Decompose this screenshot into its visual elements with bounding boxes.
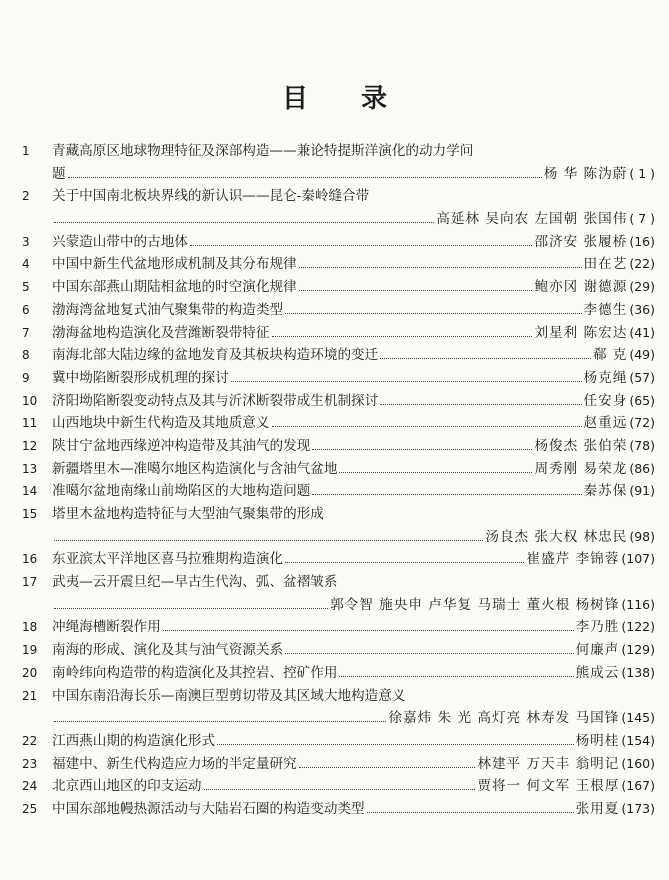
table-of-contents — [0, 140, 669, 821]
entry-authors: 杨俊杰 张伯荣 — [534, 437, 628, 454]
entry-title: 兴蒙造山带中的古地体 — [52, 233, 188, 250]
toc-entry[interactable] — [0, 185, 669, 208]
entry-authors: 鲍亦冈 谢德源 — [534, 279, 628, 296]
entry-authors: 刘星利 陈宏达 — [534, 324, 628, 341]
entry-title: 东亚滨太平洋地区喜马拉雅期构造演化 — [52, 551, 284, 568]
entry-line — [52, 299, 655, 322]
dot-leader — [339, 664, 573, 677]
entry-authors: 杨克绳 — [583, 369, 628, 386]
toc-entry-continuation — [0, 707, 669, 730]
entry-page: (145) — [621, 710, 655, 726]
toc-entry[interactable] — [0, 798, 669, 821]
dot-leader — [68, 164, 542, 177]
entry-line — [52, 753, 655, 776]
dot-leader — [285, 550, 524, 563]
toc-entry[interactable] — [0, 662, 669, 685]
entry-page: (57) — [629, 369, 655, 385]
entry-title: 南海的形成、演化及其与油气资源关系 — [52, 642, 284, 659]
entry-title: 青藏高原区地球物理特征及深部构造——兼论特提斯洋演化的动力学问 — [52, 143, 474, 159]
entry-title-continued: 题 — [52, 165, 66, 182]
toc-entry[interactable] — [0, 412, 669, 435]
dot-leader — [204, 777, 476, 790]
entry-title: 关于中国南北板块界线的新认识——昆仑-秦岭缝合带 — [52, 188, 370, 205]
entry-page: (173) — [621, 800, 655, 816]
entry-title: 中国东部地幔热源活动与大陆岩石圈的构造变动类型 — [52, 800, 365, 817]
entry-line — [52, 685, 655, 708]
entry-line — [52, 458, 655, 481]
entry-number: 12 — [22, 438, 38, 453]
dot-leader — [312, 482, 581, 495]
entry-title: 北京西山地区的印支运动 — [52, 778, 202, 795]
dot-leader — [299, 255, 582, 268]
entry-line — [52, 503, 655, 526]
entry-page: (129) — [621, 642, 655, 658]
entry-page: (122) — [621, 619, 655, 635]
entry-number: 8 — [22, 348, 30, 363]
entry-line — [52, 253, 655, 276]
toc-entry[interactable] — [0, 276, 669, 299]
entry-page: (22) — [629, 256, 655, 272]
entry-title: 中国东南沿海长乐—南澳巨型剪切带及其区域大地构造意义 — [52, 687, 406, 704]
entry-authors: 高延林 吴向农 左国朝 张国伟 — [436, 211, 628, 228]
entry-page: (78) — [629, 437, 655, 453]
entry-authors: 邵济安 张履桥 — [534, 233, 628, 250]
entry-page: (91) — [629, 483, 655, 499]
toc-entry[interactable] — [0, 367, 669, 390]
entry-page: (49) — [629, 347, 655, 363]
toc-entry[interactable] — [0, 753, 669, 776]
dot-leader — [380, 346, 591, 359]
entry-number: 23 — [22, 756, 38, 771]
entry-line — [52, 594, 655, 617]
entry-line — [52, 140, 655, 163]
entry-number: 1 — [22, 144, 30, 158]
dot-leader — [54, 210, 434, 223]
entry-line — [52, 322, 655, 345]
entry-title: 南海北部大陆边缘的盆地发育及其板块构造环境的变迁 — [52, 347, 379, 364]
entry-title: 冀中坳陷断裂形成机理的探讨 — [52, 369, 229, 386]
entry-authors: 赵重远 — [583, 415, 628, 432]
entry-line — [52, 798, 655, 821]
entry-authors: 李德生 — [583, 301, 628, 318]
entry-number: 6 — [22, 302, 30, 317]
entry-page: (36) — [629, 301, 655, 317]
entry-title: 山西地块中新生代构造及其地质意义 — [52, 415, 270, 432]
entry-page: (29) — [629, 279, 655, 295]
entry-page: (98) — [629, 528, 655, 544]
entry-line — [52, 208, 655, 231]
entry-number: 10 — [22, 393, 38, 408]
entry-page: (160) — [621, 755, 655, 771]
entry-number: 7 — [22, 325, 30, 340]
entry-title: 准噶尔盆地南缘山前坳陷区的大地构造问题 — [52, 483, 311, 500]
dot-leader — [163, 618, 574, 631]
entry-page: (154) — [621, 732, 655, 748]
entry-number: 3 — [22, 234, 30, 249]
entry-number: 15 — [22, 507, 38, 521]
entry-page: (167) — [621, 778, 655, 794]
toc-entry[interactable] — [0, 435, 669, 458]
entry-title: 渤海湾盆地复式油气聚集带的构造类型 — [52, 301, 284, 318]
entry-title: 中国中新生代盆地形成机制及其分布规律 — [52, 256, 297, 273]
entry-authors: 周秀刚 易荣龙 — [534, 460, 628, 477]
entry-page: (16) — [629, 233, 655, 249]
entry-authors: 汤良杰 张大权 林忠民 — [485, 528, 628, 545]
entry-page: ( 1 ) — [629, 165, 655, 181]
entry-line — [52, 163, 655, 186]
dot-leader — [272, 323, 533, 336]
entry-line — [52, 730, 655, 753]
entry-number: 19 — [22, 643, 38, 658]
dot-leader — [54, 596, 328, 609]
entry-line — [52, 662, 655, 685]
toc-entry[interactable] — [0, 322, 669, 345]
entry-number: 2 — [22, 189, 30, 204]
entry-authors: 郭令智 施央申 卢华复 马瑞士 董火根 杨树锋 — [330, 596, 620, 613]
entry-authors: 崔盛芹 李锦蓉 — [526, 551, 620, 568]
toc-entry[interactable] — [0, 685, 669, 708]
entry-authors: 徐嘉炜 朱 光 高灯亮 林寿发 马国锋 — [388, 710, 620, 727]
dot-leader — [54, 709, 386, 722]
toc-entry[interactable] — [0, 231, 669, 254]
dot-leader — [380, 391, 581, 404]
dot-leader — [285, 301, 581, 314]
entry-title: 冲绳海槽断裂作用 — [52, 619, 161, 636]
entry-page: (107) — [621, 551, 655, 567]
entry-page: (72) — [629, 415, 655, 431]
entry-line — [52, 548, 655, 571]
page-title: 目 录 — [281, 84, 410, 114]
dot-leader — [190, 233, 533, 246]
toc-entry[interactable] — [0, 730, 669, 753]
entry-number: 22 — [22, 733, 38, 748]
entry-number: 4 — [22, 257, 30, 272]
entry-number: 16 — [22, 552, 38, 567]
entry-line — [52, 231, 655, 254]
toc-entry[interactable] — [0, 253, 669, 276]
entry-number: 13 — [22, 461, 38, 476]
entry-line — [52, 526, 655, 549]
toc-entry[interactable] — [0, 639, 669, 662]
entry-authors: 郗 克 — [592, 347, 628, 364]
entry-line — [52, 276, 655, 299]
entry-title: 中国东部燕山期陆相盆地的时空演化规律 — [52, 279, 297, 296]
toc-entry[interactable] — [0, 299, 669, 322]
toc-entry-continuation — [0, 594, 669, 617]
toc-entry[interactable] — [0, 140, 669, 163]
entry-line — [52, 390, 655, 413]
entry-title: 新疆塔里木—准噶尔地区构造演化与含油气盆地 — [52, 460, 338, 477]
entry-authors: 杨 华 陈沩蔚 — [543, 165, 628, 182]
entry-title: 江西燕山期的构造演化形式 — [52, 732, 216, 749]
entry-authors: 杨明桂 — [575, 732, 620, 749]
entry-authors: 秦苏保 — [583, 483, 628, 500]
entry-authors: 林建平 万天丰 翁明记 — [477, 755, 620, 772]
entry-authors: 贾将一 何文军 王根厚 — [477, 778, 620, 795]
entry-title: 渤海盆地构造演化及营潍断裂带特征 — [52, 324, 270, 341]
entry-number: 17 — [22, 575, 38, 590]
entry-line — [52, 185, 655, 208]
dot-leader — [312, 437, 532, 450]
toc-entry-continuation — [0, 526, 669, 549]
entry-page: (65) — [629, 392, 655, 408]
entry-page: (86) — [629, 460, 655, 476]
dot-leader — [299, 754, 476, 767]
entry-page: (138) — [621, 664, 655, 680]
entry-line — [52, 344, 655, 367]
entry-page: ( 7 ) — [629, 211, 655, 227]
entry-line — [52, 571, 655, 594]
toc-entry[interactable] — [0, 548, 669, 571]
dot-leader — [217, 732, 573, 745]
dot-leader — [231, 369, 582, 382]
toc-entry[interactable] — [0, 344, 669, 367]
entry-number: 20 — [22, 665, 38, 680]
toc-entry[interactable] — [0, 458, 669, 481]
dot-leader — [367, 800, 574, 813]
toc-entry[interactable] — [0, 390, 669, 413]
toc-entry-continuation — [0, 208, 669, 231]
entry-title: 武夷—云开震旦纪—早古生代沟、弧、盆褶皱系 — [52, 574, 338, 591]
toc-entry[interactable] — [0, 571, 669, 594]
entry-title: 陕甘宁盆地西缘逆冲构造带及其油气的发现 — [52, 437, 311, 454]
entry-number: 9 — [22, 370, 30, 385]
entry-title: 塔里木盆地构造特征与大型油气聚集带的形成 — [52, 506, 324, 522]
entry-line — [52, 412, 655, 435]
entry-number: 18 — [22, 620, 38, 635]
entry-authors: 张用夏 — [575, 800, 620, 817]
entry-page: (41) — [629, 324, 655, 340]
entry-number: 14 — [22, 484, 38, 499]
toc-entry[interactable] — [0, 775, 669, 798]
entry-number: 11 — [22, 416, 38, 431]
dot-leader — [272, 414, 582, 427]
entry-line — [52, 435, 655, 458]
entry-authors: 田在艺 — [583, 256, 628, 273]
entry-authors: 任安身 — [583, 392, 628, 409]
entry-number: 21 — [22, 688, 38, 703]
dot-leader — [54, 527, 483, 540]
toc-entry[interactable] — [0, 480, 669, 503]
entry-line — [52, 775, 655, 798]
entry-line — [52, 616, 655, 639]
entry-authors: 李乃胜 — [575, 619, 620, 636]
toc-entry-continuation — [0, 163, 669, 186]
dot-leader — [285, 641, 574, 654]
entry-authors: 何廉声 — [575, 642, 620, 659]
dot-leader — [299, 278, 533, 291]
entry-number: 24 — [22, 779, 38, 794]
toc-entry[interactable] — [0, 503, 669, 526]
entry-number: 5 — [22, 280, 30, 295]
entry-page: (116) — [621, 596, 655, 612]
entry-title: 福建中、新生代构造应力场的半定量研究 — [52, 755, 297, 772]
entry-line — [52, 707, 655, 730]
entry-title: 济阳坳陷断裂变动特点及其与沂沭断裂带成生机制探讨 — [52, 392, 379, 409]
entry-line — [52, 367, 655, 390]
entry-title: 南岭纬向构造带的构造演化及其控岩、控矿作用 — [52, 664, 338, 681]
entry-line — [52, 639, 655, 662]
toc-entry[interactable] — [0, 616, 669, 639]
dot-leader — [339, 459, 532, 472]
entry-authors: 熊成云 — [575, 664, 620, 681]
entry-line — [52, 480, 655, 503]
entry-number: 25 — [22, 801, 38, 816]
